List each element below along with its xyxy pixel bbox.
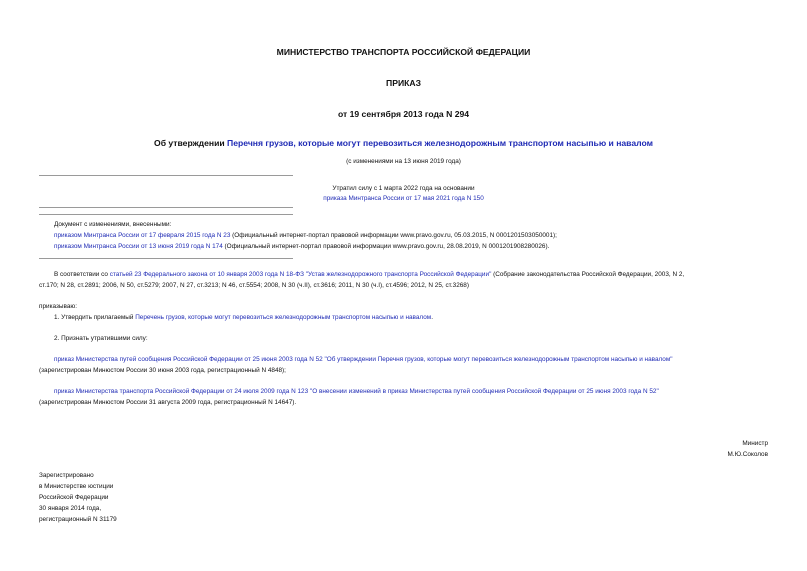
- preamble-text: В соответствии со: [54, 271, 110, 278]
- order-item-1-text: 1. Утвердить прилагаемый: [54, 314, 136, 321]
- registration-line: регистрационный N 31179: [39, 516, 117, 523]
- registration-line: в Министерстве юстиции: [39, 483, 114, 490]
- signature-name: М.Ю.Соколов: [727, 451, 768, 458]
- amendment-note: (с изменениями на 13 июня 2019 года): [346, 158, 461, 165]
- registration-line: 30 января 2014 года,: [39, 505, 102, 512]
- order-item-1: [54, 313, 433, 322]
- changes-heading: Документ с изменениями, внесенными:: [54, 221, 172, 228]
- ministry-heading: МИНИСТЕРСТВО ТРАНСПОРТА РОССИЙСКОЙ ФЕДЕРАЦИИ: [276, 47, 531, 57]
- divider: [39, 175, 293, 176]
- order-item-1-link[interactable]: Перечень грузов, которые могут перевозиться железнодорожным транспортом насыпью и навалом: [135, 314, 432, 321]
- divider: [39, 258, 293, 259]
- preamble-line-1: [54, 270, 684, 279]
- expiry-link[interactable]: приказа Минтранса России от 17 мая 2021 года N 150: [323, 195, 484, 202]
- divider: [39, 207, 293, 208]
- document-type: ПРИКАЗ: [386, 78, 421, 88]
- date-number: от 19 сентября 2013 года N 294: [337, 109, 470, 119]
- order-word: приказываю:: [39, 303, 77, 310]
- revoked-order-1-registration: (зарегистрирован Минюстом России 30 июня 2003 года, регистрационный N 4848);: [39, 367, 286, 374]
- order-item-2: 2. Признать утратившими силу:: [54, 335, 148, 342]
- law-link[interactable]: статьей 23 Федерального закона от 10 января 2003 года N 18-ФЗ "Устав железнодорожного транспорта Российской Федерации": [109, 271, 492, 278]
- revoked-order-2-link[interactable]: приказ Министерства транспорта Российской Федерации от 24 июля 2009 года N 123 "О внесении изменений в приказ Министерства путей сообщения Российской Федерации от 25 июня 2003 года N 52": [54, 388, 659, 395]
- expiry-note: Утратил силу с 1 марта 2022 года на основании: [332, 185, 475, 192]
- changes-item-1: [54, 231, 557, 240]
- title-link[interactable]: Перечня грузов, которые могут перевозиться железнодорожным транспортом насыпью и навалом: [227, 138, 653, 148]
- document-title: [0, 138, 807, 148]
- preamble-text-cont: (Собрание законодательства Российской Федерации, 2003, N 2,: [491, 271, 685, 278]
- order-item-1-end: .: [431, 314, 433, 321]
- registration-line: Зарегистрировано: [39, 472, 94, 479]
- revoked-order-2-registration: (зарегистрирован Минюстом России 31 августа 2009 года, регистрационный N 14647).: [39, 399, 297, 406]
- registration-line: Российской Федерации: [39, 494, 109, 501]
- preamble-line-2: ст.170; N 28, ст.2891; 2006, N 50, ст.5279; 2007, N 27, ст.3213; N 46, ст.5554; 2008, N 30 (ч.II), ст.3616; 2011, N 30 (ч.I), ст.4596; 2012, N 25, ст.3268): [39, 282, 469, 289]
- changes-item-2-text: (Официальный интернет-портал правовой информации www.pravo.gov.ru, 28.08.2019, N 0001201908280026).: [222, 243, 550, 250]
- divider: [39, 214, 293, 215]
- changes-item-2-link[interactable]: приказом Минтранса России от 13 июня 2019 года N 174: [54, 243, 223, 250]
- changes-item-1-text: (Официальный интернет-портал правовой информации www.pravo.gov.ru, 05.03.2015, N 0001201503050001);: [230, 232, 557, 239]
- changes-item-2: [54, 242, 549, 251]
- revoked-order-1-link[interactable]: приказ Министерства путей сообщения Российской Федерации от 25 июня 2003 года N 52 "Об утверждении Перечня грузов, которые могут перевозиться железнодорожным транспортом насыпью и навалом": [54, 356, 673, 363]
- signature-title: Министр: [742, 440, 768, 447]
- title-prefix: Об утверждении: [154, 138, 228, 148]
- changes-item-1-link[interactable]: приказом Минтранса России от 17 февраля 2015 года N 23: [54, 232, 231, 239]
